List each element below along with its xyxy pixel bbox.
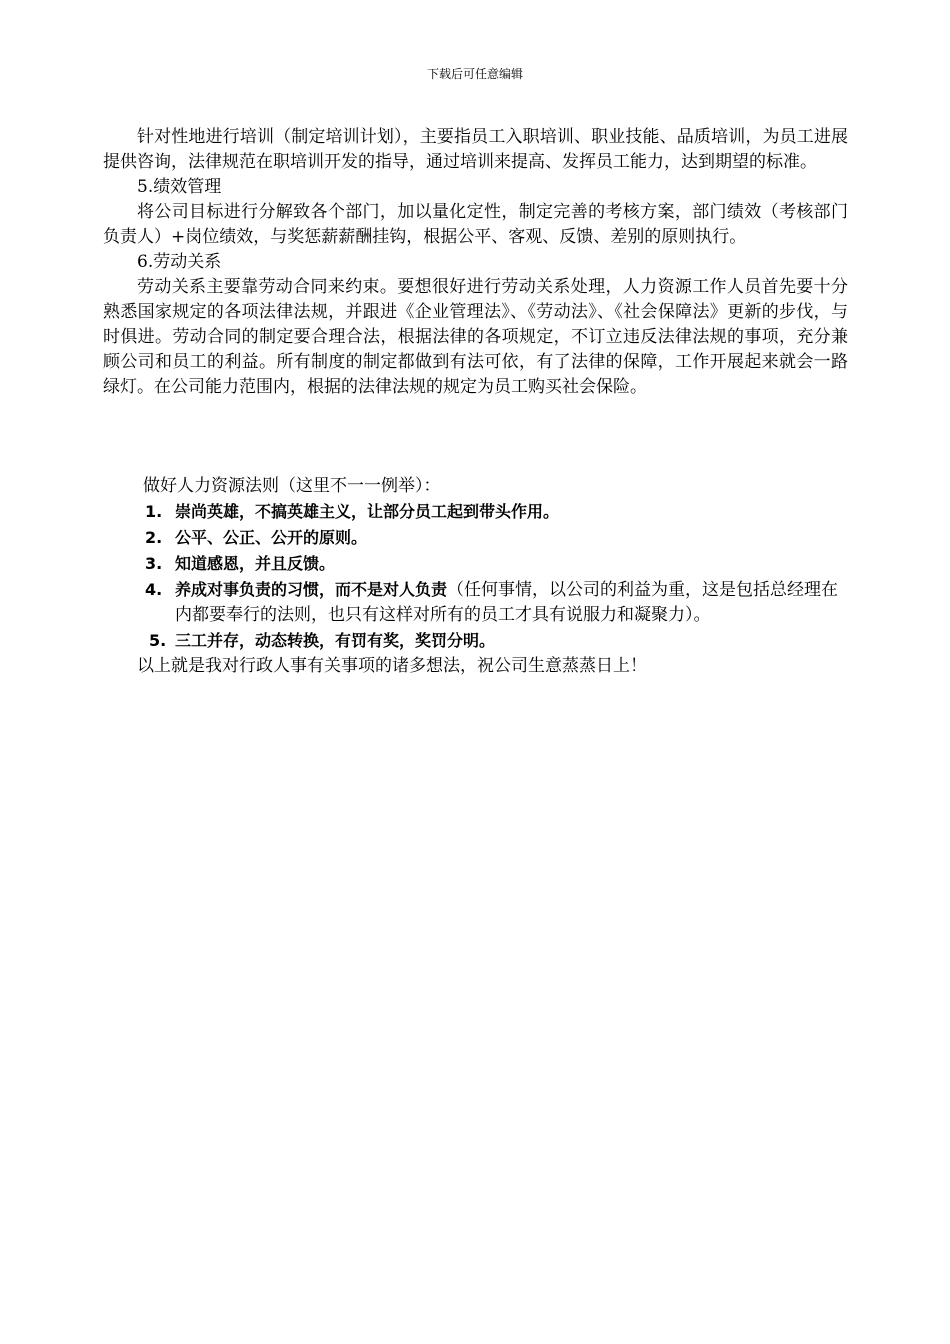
training-paragraph: 针对性地进行培训（制定培训计划），主要指员工入职培训、职业技能、品质培训，为员工进展提供咨询，法律规范在职培训开发的指导，通过培训来提高、发挥员工能力，达到期望的标准。 <box>103 127 848 172</box>
list-item <box>103 551 848 577</box>
list-item-number: 3. <box>145 554 163 573</box>
list-item-number: 1. <box>145 502 163 521</box>
list-item-number: 2. <box>145 528 163 547</box>
rules-list <box>103 499 848 654</box>
list-item-bold-text: 知道感恩，并且反馈。 <box>175 554 336 573</box>
list-item-bold-text: 三工并存，动态转换，有罚有奖，奖罚分明。 <box>175 631 496 650</box>
section-6-title: 6.劳动关系 <box>137 252 222 272</box>
list-item-bold-text: 养成对事负责的习惯，而不是对人负责 <box>175 580 448 599</box>
document-body <box>103 125 848 400</box>
section-6-paragraph: 劳动关系主要靠劳动合同来约束。要想很好进行劳动关系处理，人力资源工作人员首先要十分熟悉国家规定的各项法律法规，并跟进《企业管理法》、《劳动法》、《社会保障法》更新的步伐，与时俱进。劳动合同的制定要合理合法，根据法律的各项规定，不订立违反法律法规的事项，充分兼顾公司和员工的利益。所有制度的制定都做到有法可依，有了法律的保障，工作开展起来就会一路绿灯。在公司能力范围内，根据的法律法规的规定为员工购买社会保险。 <box>103 277 848 397</box>
rules-intro: 做好人力资源法则（这里不一一例举）： <box>143 476 441 496</box>
list-item <box>103 628 848 654</box>
list-item-normal-text: （任何事情，以公司的利益为重，这是包括总经理在内都要奉行的法则，也只有这样对所有的员工才具有说服力和凝聚力）。 <box>175 580 839 625</box>
list-item-bold-text: 公平、公正、公开的原则。 <box>175 528 368 547</box>
page-header: 下载后可任意编辑 <box>426 67 523 81</box>
list-item <box>103 525 848 551</box>
hr-rules-section <box>103 474 848 679</box>
section-5-title: 5.绩效管理 <box>137 177 222 197</box>
list-item-bold-text: 崇尚英雄，不搞英雄主义，让部分员工起到带头作用。 <box>175 502 560 521</box>
closing-sentence: 以上就是我对行政人事有关事项的诸多想法，祝公司生意蒸蒸日上！ <box>137 656 647 676</box>
list-item <box>103 499 848 525</box>
list-item-number: 4. <box>145 580 163 599</box>
list-item-number: 5. <box>149 631 167 650</box>
list-item <box>103 577 848 628</box>
section-5-paragraph: 将公司目标进行分解致各个部门，加以量化定性，制定完善的考核方案，部门绩效（考核部门负责人）+岗位绩效，与奖惩薪薪酬挂钩，根据公平、客观、反馈、差别的原则执行。 <box>103 202 848 247</box>
